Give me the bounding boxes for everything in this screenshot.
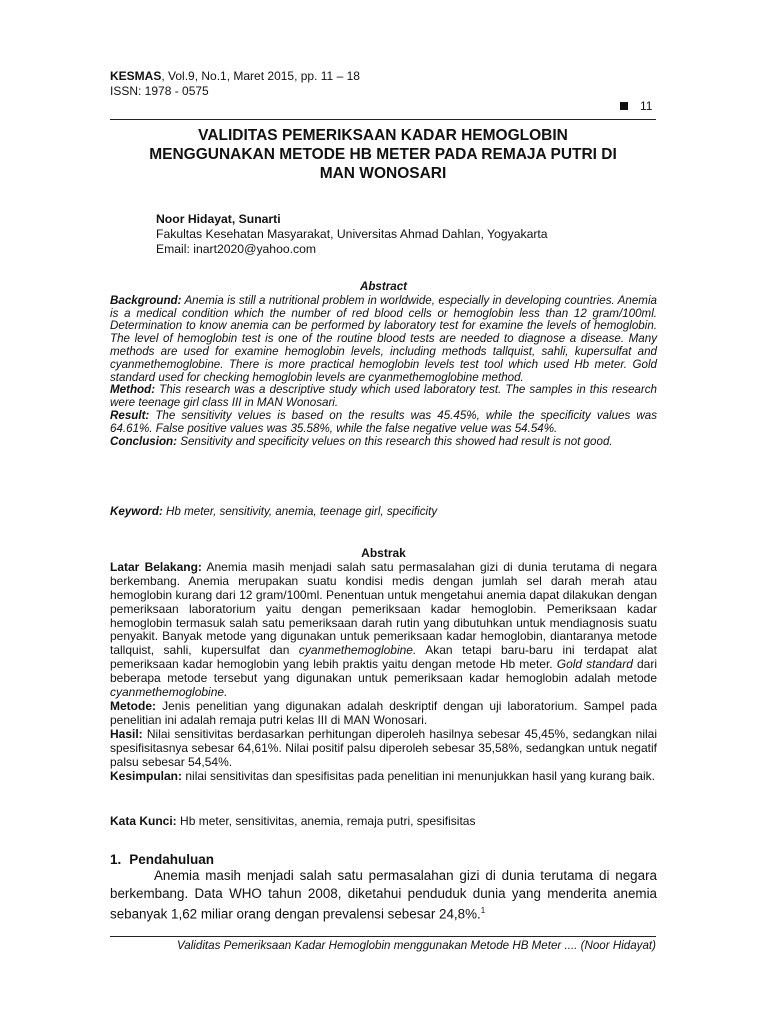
background-text: Anemia is still a nutritional problem in worldwide, especially in developing countries. Anemia is a medical condition which the number of red blood cells or hemoglobin less than 12 gram/100ml. Determination to know anemia can be performed by laboratory test for examine the levels of hemoglobin. The level of hemoglobin test is one of the routine blood tests are needed to diagnose a disease. Many methods are used for examine hemoglobin levels, including methods tallquist, sahli, kupersulfat and cyanmethemoglobine. There is more practical hemoglobin levels test tool which used Hb meter. Gold standard used for checking hemoglobin levels are cyanmethemoglobine method.: [110, 293, 657, 384]
section-heading: [110, 852, 214, 867]
latar-text: dari beberapa metode tersebut yang digunakan untuk pemeriksaan kadar hemoglobin adalah metode: [110, 657, 658, 686]
background-label: Background:: [110, 293, 182, 307]
kata-kunci-text: Hb meter, sensitivitas, anemia, remaja putri, spesifisitas: [176, 814, 476, 828]
method-label: Method:: [110, 383, 156, 397]
title-line: VALIDITAS PEMERIKSAAN KADAR HEMOGLOBIN: [198, 127, 568, 144]
abstrak-heading: Abstrak: [361, 546, 406, 560]
journal-name: KESMAS: [110, 69, 162, 83]
page-number: 11: [640, 99, 653, 113]
latar-italic: Gold standard: [556, 657, 633, 672]
kesimpulan-text: nilai sensitivitas dan spesifisitas pada penelitian ini menunjukkan hasil yang kurang baik.: [182, 768, 655, 783]
journal-header: [110, 69, 360, 99]
abstract-method: [110, 384, 657, 410]
author-affiliation: Fakultas Kesehatan Masyarakat, Universitas Ahmad Dahlan, Yogyakarta: [156, 227, 548, 241]
kesimpulan-label: Kesimpulan:: [110, 768, 183, 783]
kata-kunci-label: Kata Kunci:: [110, 814, 177, 828]
keyword-text: Hb meter, sensitivity, anemia, teenage girl, specificity: [162, 505, 438, 518]
footnote-reference: 1: [480, 906, 486, 915]
latar-label: Latar Belakang:: [110, 559, 202, 574]
conclusion-label: Conclusion:: [110, 434, 177, 448]
latar-text: Akan tetapi baru-baru ini terdapat alat pemeriksaan kadar hemoglobin yang lebih praktis yaitu dengan metode Hb meter.: [110, 643, 657, 672]
title-line: MAN WONOSARI: [319, 165, 447, 182]
issn: ISSN: 1978 - 0575: [110, 84, 209, 98]
paragraph-text: Anemia masih menjadi salah satu permasalahan gizi di dunia terutama di negara berkembang. Data WHO tahun 2008, diketahui penduduk dunia yang menderita anemia sebanyak 1,62 miliar orang dengan prevalensi sebesar 24,8%.: [110, 868, 657, 922]
method-text: This research was a descriptive study which used laboratory test. The samples in this research were teenage girl class III in MAN Wonosari.: [110, 383, 657, 410]
abstrak-hasil: [110, 728, 657, 770]
result-text: The sensitivity velues is based on the results was 45.45%, while the specificity values was 64.61%. False positive values was 35.58%, while the false negative velue was 54.54%.: [110, 408, 657, 435]
title-line: MENGGUNAKAN METODE HB METER PADA REMAJA PUTRI DI: [149, 146, 617, 163]
abstract-indonesian: [110, 547, 657, 783]
abstrak-kesimpulan: [110, 770, 657, 784]
running-footer: Validitas Pemeriksaan Kadar Hemoglobin menggunakan Metode HB Meter .... (Noor Hidayat): [176, 939, 656, 952]
metode-label: Metode:: [110, 698, 156, 713]
metode-text: Jenis penelitian yang digunakan adalah deskriptif dengan uji laboratorium. Sampel pada penelitian ini adalah remaja putri kelas III di MAN Wonosari.: [110, 698, 657, 727]
abstract-conclusion: [110, 436, 657, 449]
paper-title: [110, 126, 656, 183]
latar-text: Anemia masih menjadi salah satu permasalahan gizi di dunia terutama di negara berkembang. Anemia merupakan suatu kondisi medis dengan jumlah sel darah merah atau hemoglobin kurang dari 12 gram/100ml. Penentuan untuk mengetahui anemia dapat dilakukan dengan pemeriksaan laboratorium yaitu dengan pemeriksaan kadar hemoglobin. Pemeriksaan kadar hemoglobin termasuk salah satu pemeriksaan darah rutin yang dibutuhkan untuk mendiagnosis suatu penyakit. Banyak metode yang digunakan untuk pemeriksaan kadar hemoglobin, diantaranya metode tallquist, sahli, kupersulfat dan: [110, 559, 657, 658]
square-bullet-icon: [620, 102, 628, 110]
conclusion-text: Sensitivity and specificity velues on this research this showed had result is not good.: [176, 434, 613, 448]
abstrak-latar-belakang: [110, 561, 657, 700]
body-paragraph: [110, 867, 657, 923]
hasil-text: Nilai sensitivitas berdasarkan perhitungan diperoleh hasilnya sebesar 45,45%, sedangkan nilai spesifisitasnya sebesar 64,61%. Nilai positif palsu diperoleh sebesar 35,58%, sedangkan untuk negatif palsu sebesar 54,54%.: [110, 726, 657, 769]
abstrak-metode: [110, 700, 657, 728]
section-body: [110, 867, 657, 923]
keywords-english: [110, 505, 437, 518]
keyword-label: Keyword:: [110, 505, 163, 518]
latar-italic: cyanmethemoglobine.: [110, 685, 228, 700]
result-label: Result:: [110, 408, 150, 422]
footer-rule: [110, 936, 656, 937]
keywords-indonesian: [110, 814, 475, 828]
journal-info: , Vol.9, No.1, Maret 2015, pp. 11 – 18: [161, 69, 360, 83]
page-number-block: [620, 99, 652, 113]
author-email: Email: inart2020@yahoo.com: [156, 242, 317, 256]
author-names: Noor Hidayat, Sunarti: [156, 212, 281, 226]
latar-italic: cyanmethemoglobine.: [298, 643, 417, 658]
hasil-label: Hasil:: [110, 726, 143, 741]
section-number: 1.: [110, 852, 122, 867]
section-title: Pendahuluan: [129, 852, 215, 867]
abstract-background: [110, 295, 657, 385]
abstract-heading: Abstract: [359, 280, 408, 293]
header-rule: [110, 119, 656, 120]
author-block: [156, 212, 548, 257]
abstract-result: [110, 410, 657, 436]
abstract-english: [110, 281, 657, 448]
